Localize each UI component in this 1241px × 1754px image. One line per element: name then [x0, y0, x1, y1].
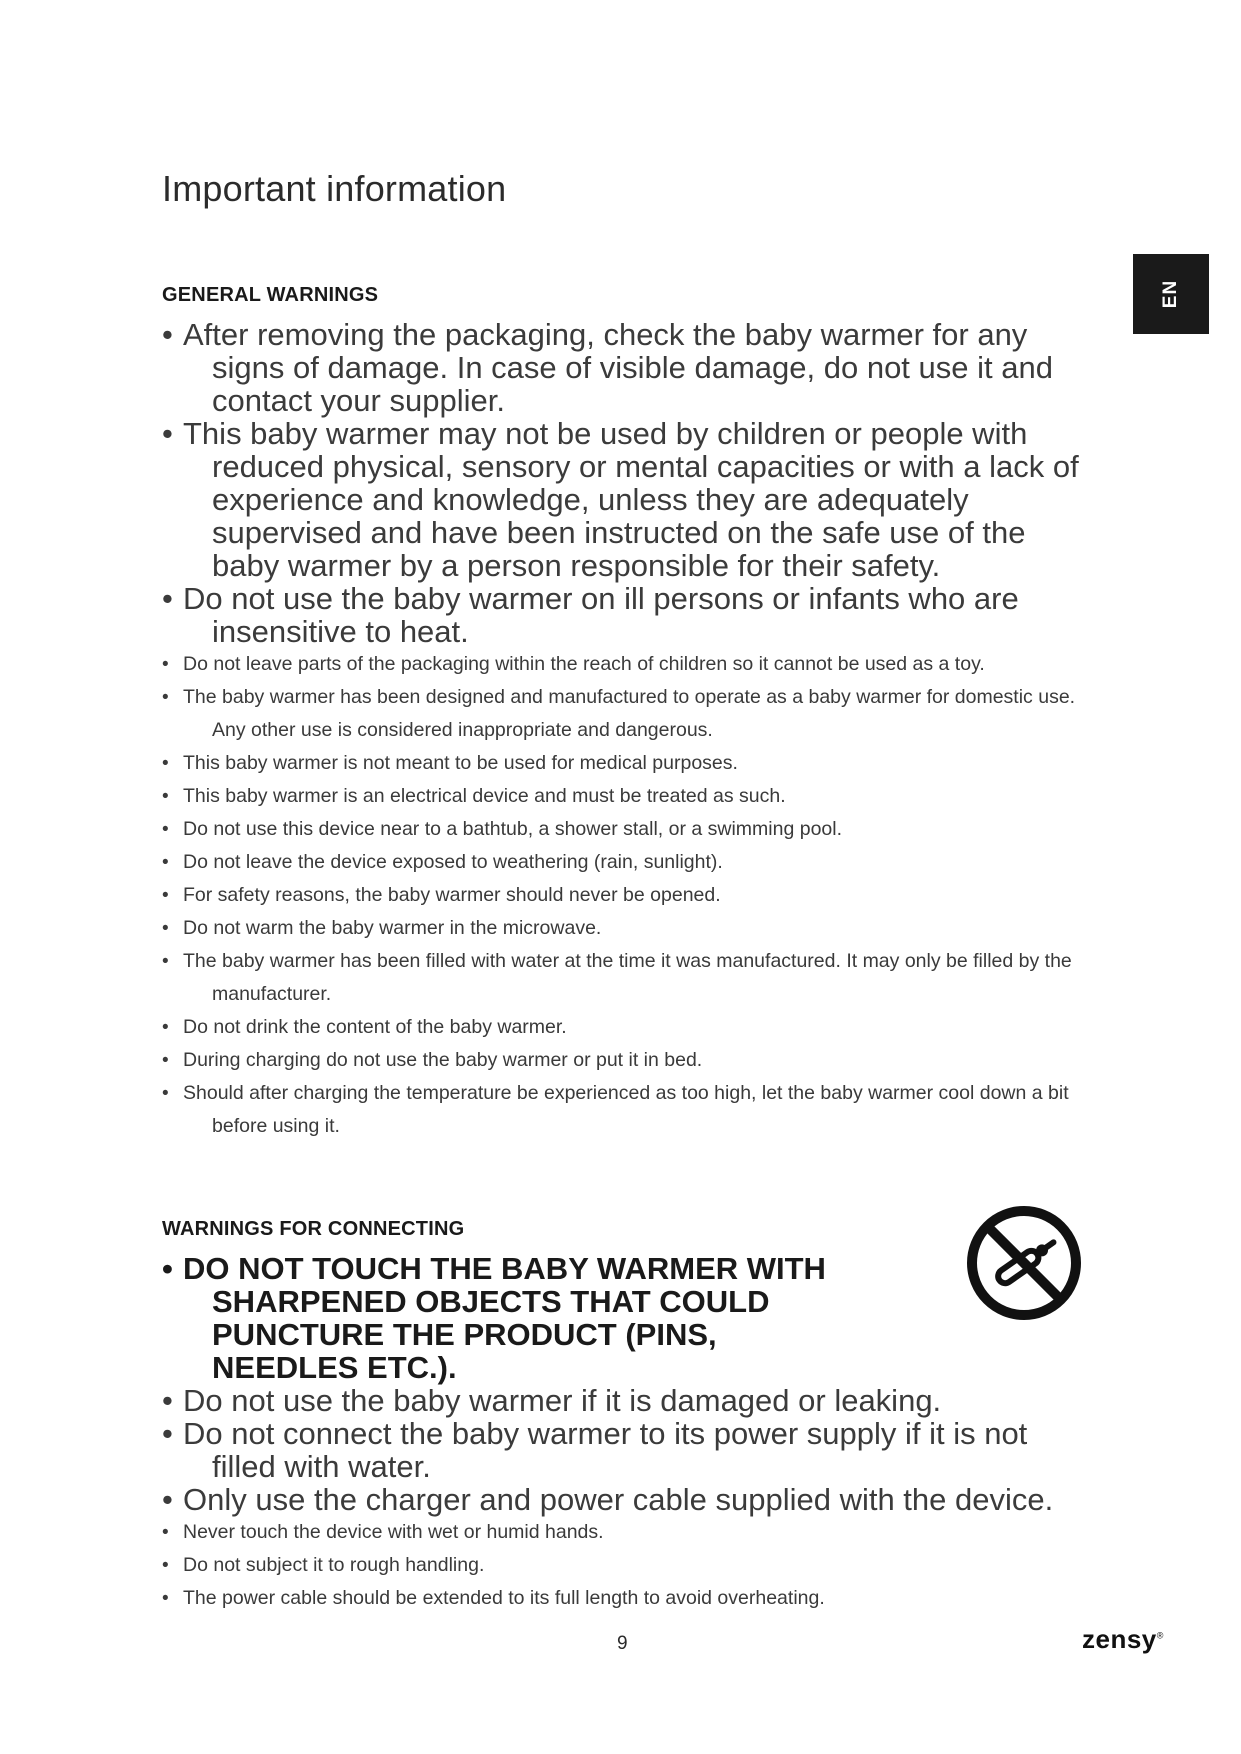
brand-logo — [1082, 1624, 1164, 1655]
list-item: • Do not use this device near to a bathtub, a shower stall, or a swimming pool. — [162, 813, 1082, 846]
list-item: • This baby warmer is not meant to be used for medical purposes. — [162, 747, 1082, 780]
list-item: • DO NOT TOUCH THE BABY WARMER WITH SHARPENED OBJECTS THAT COULD PUNCTURE THE PRODUCT (PINS, NEEDLES ETC.). — [162, 1252, 1082, 1384]
list-item: • Do not subject it to rough handling. — [162, 1549, 1082, 1582]
connecting-warnings-list — [162, 1252, 1082, 1615]
list-item: • Do not warm the baby warmer in the microwave. — [162, 912, 1082, 945]
general-warnings-heading: GENERAL WARNINGS — [162, 284, 379, 306]
list-item: • Should after charging the temperature be experienced as too high, let the baby warmer cool down a bit before using it. — [162, 1077, 1082, 1143]
page-number: 9 — [617, 1633, 628, 1654]
list-item: • Do not leave parts of the packaging within the reach of children so it cannot be used as a toy. — [162, 648, 1082, 681]
list-item: • Do not use the baby warmer if it is damaged or leaking. — [162, 1384, 1082, 1417]
list-item: • Do not use the baby warmer on ill persons or infants who are insensitive to heat. — [162, 582, 1082, 648]
registered-mark: ® — [1156, 1630, 1164, 1641]
list-item: • Do not drink the content of the baby warmer. — [162, 1011, 1082, 1044]
list-item: • For safety reasons, the baby warmer should never be opened. — [162, 879, 1082, 912]
list-item: • This baby warmer is an electrical device and must be treated as such. — [162, 780, 1082, 813]
list-item: • Never touch the device with wet or humid hands. — [162, 1516, 1082, 1549]
list-item: • Do not connect the baby warmer to its power supply if it is not filled with water. — [162, 1417, 1082, 1483]
list-item: • Do not leave the device exposed to weathering (rain, sunlight). — [162, 846, 1082, 879]
language-label: EN — [1160, 279, 1181, 309]
list-item: • The baby warmer has been filled with water at the time it was manufactured. It may only be filled by the manufacturer. — [162, 945, 1082, 1011]
brand-name: zensy — [1082, 1624, 1157, 1654]
list-item: • The power cable should be extended to its full length to avoid overheating. — [162, 1582, 1082, 1615]
general-warnings-list — [162, 318, 1082, 1143]
list-item: • Only use the charger and power cable supplied with the device. — [162, 1483, 1082, 1516]
list-item: • During charging do not use the baby warmer or put it in bed. — [162, 1044, 1082, 1077]
language-tab — [1133, 254, 1209, 334]
page-title: Important information — [162, 168, 507, 209]
list-item: • The baby warmer has been designed and manufactured to operate as a baby warmer for domestic use. Any other use is considered inappropriate and dangerous. — [162, 681, 1082, 747]
connecting-warnings-heading: WARNINGS FOR CONNECTING — [162, 1218, 465, 1240]
list-item: • This baby warmer may not be used by children or people with reduced physical, sensory or mental capacities or with a lack of experience and knowledge, unless they are adequately supervised and have been instructed on the safe use of the baby warmer by a person responsible for their safety. — [162, 417, 1082, 582]
list-item: • After removing the packaging, check the baby warmer for any signs of damage. In case of visible damage, do not use it and contact your supplier. — [162, 318, 1082, 417]
